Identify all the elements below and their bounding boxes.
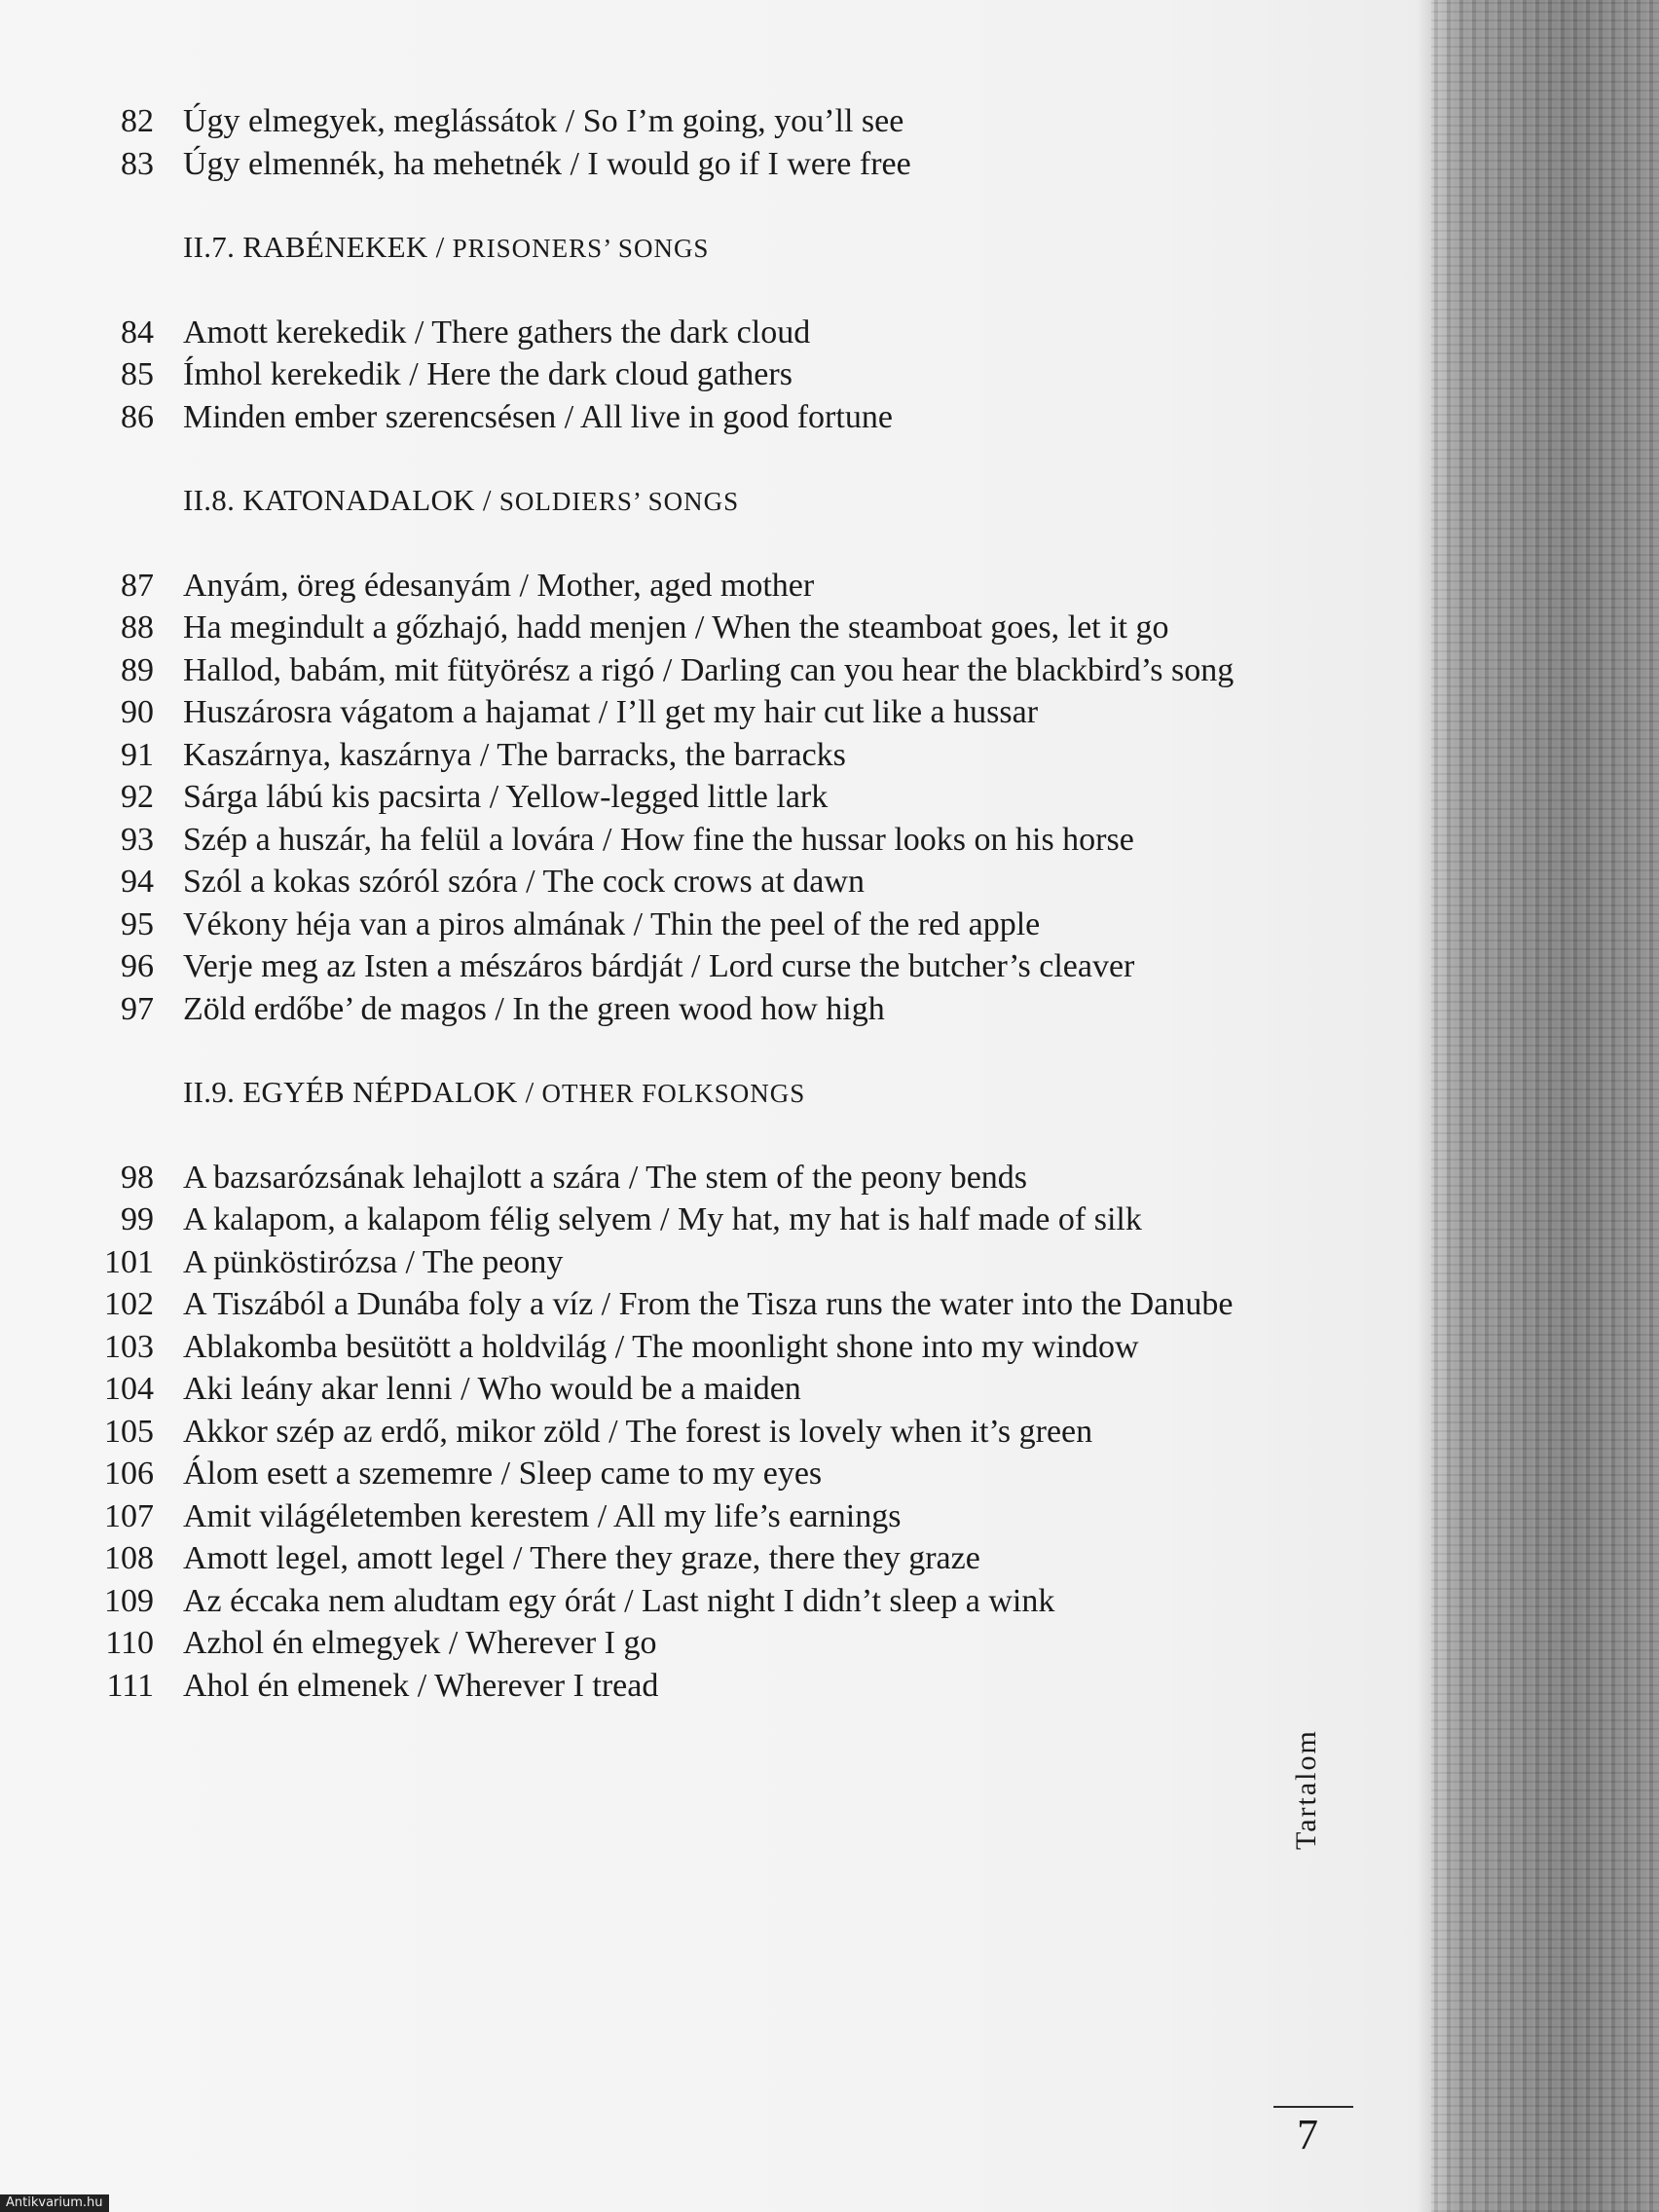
toc-entry bbox=[97, 1411, 1266, 1454]
entry-title: Vékony héja van a piros almának / Thin the peel of the red apple bbox=[183, 905, 1041, 942]
toc-entry bbox=[97, 1537, 1266, 1580]
toc-entry bbox=[97, 1326, 1266, 1369]
entry-number: 84 bbox=[121, 313, 154, 350]
entry-number: 111 bbox=[106, 1667, 154, 1704]
entry-number: 103 bbox=[104, 1328, 154, 1365]
entry-number: 91 bbox=[121, 736, 154, 773]
entry-number: 93 bbox=[121, 821, 154, 858]
entry-number: 99 bbox=[121, 1201, 154, 1237]
entry-number: 92 bbox=[121, 779, 154, 815]
entry-title: Verje meg az Isten a mészáros bárdját / Lord curse the butcher’s cleaver bbox=[183, 948, 1135, 984]
entry-number: 108 bbox=[104, 1540, 154, 1576]
toc-entry bbox=[97, 819, 1266, 862]
toc-entry bbox=[97, 776, 1266, 819]
entry-title: Aki leány akar lenni / Who would be a maiden bbox=[183, 1371, 801, 1407]
entry-number: 98 bbox=[121, 1159, 154, 1196]
entry-number: 89 bbox=[121, 651, 154, 688]
toc-entry bbox=[97, 945, 1266, 988]
toc-entry bbox=[97, 691, 1266, 734]
entry-title: Minden ember szerencsésen / All live in good fortune bbox=[183, 398, 893, 435]
toc-entry bbox=[97, 607, 1266, 649]
entry-number: 83 bbox=[121, 145, 154, 182]
toc-entry bbox=[97, 1368, 1266, 1411]
toc-entry bbox=[97, 1453, 1266, 1495]
toc-entry bbox=[97, 861, 1266, 903]
toc-entry bbox=[97, 1580, 1266, 1623]
toc-entry bbox=[97, 353, 1266, 396]
entry-title: Amit világéletemben kerestem / All my life’s earnings bbox=[183, 1497, 902, 1534]
toc-entry bbox=[97, 1198, 1266, 1241]
section-heading-hu: II.9. EGYÉB NÉPDALOK / bbox=[183, 1075, 535, 1109]
entry-title: Úgy elmennék, ha mehetnék / I would go if I were free bbox=[183, 145, 911, 182]
entry-number: 109 bbox=[104, 1582, 154, 1619]
entry-number: 107 bbox=[104, 1497, 154, 1534]
section-heading bbox=[97, 1071, 1266, 1116]
entry-number: 97 bbox=[121, 990, 154, 1027]
toc-entry bbox=[97, 100, 1266, 143]
section-heading-en: SOLDIERS’ SONGS bbox=[498, 487, 740, 516]
table-of-contents bbox=[97, 100, 1266, 1707]
toc-entry bbox=[97, 312, 1266, 354]
entry-title: Hallod, babám, mit fütyörész a rigó / Darling can you hear the blackbird’s song bbox=[183, 651, 1235, 688]
entry-title: Amott legel, amott legel / There they graze, there they graze bbox=[183, 1540, 980, 1576]
toc-entry bbox=[97, 734, 1266, 777]
entry-title: Sárga lábú kis pacsirta / Yellow-legged little lark bbox=[183, 779, 829, 815]
entry-number: 110 bbox=[105, 1625, 154, 1661]
entry-title: Ha megindult a gőzhajó, hadd menjen / When the steamboat goes, let it go bbox=[183, 609, 1169, 645]
toc-entry bbox=[97, 649, 1266, 692]
entry-number: 90 bbox=[121, 694, 154, 730]
section-heading-en: PRISONERS’ SONGS bbox=[452, 234, 710, 263]
toc-entry bbox=[97, 396, 1266, 439]
entry-number: 105 bbox=[104, 1413, 154, 1450]
toc-entry bbox=[97, 1495, 1266, 1538]
entry-number: 86 bbox=[121, 398, 154, 435]
toc-entry bbox=[97, 1665, 1266, 1708]
toc-entry bbox=[97, 565, 1266, 608]
entry-title: Azhol én elmegyek / Wherever I go bbox=[183, 1625, 657, 1661]
section-heading bbox=[97, 479, 1266, 524]
entry-number: 87 bbox=[121, 567, 154, 604]
entry-title: Úgy elmegyek, meglássátok / So I’m going, you’ll see bbox=[183, 103, 904, 139]
entry-title: Az éccaka nem aludtam egy órát / Last night I didn’t sleep a wink bbox=[183, 1582, 1055, 1619]
watermark: Antikvarium.hu bbox=[0, 2194, 109, 2212]
entry-title: A kalapom, a kalapom félig selyem / My hat, my hat is half made of silk bbox=[183, 1201, 1142, 1237]
entry-title: Ímhol kerekedik / Here the dark cloud gathers bbox=[183, 356, 793, 392]
entry-number: 101 bbox=[104, 1243, 154, 1280]
section-heading bbox=[97, 226, 1266, 271]
entry-title: Huszárosra vágatom a hajamat / I’ll get my hair cut like a hussar bbox=[183, 694, 1039, 730]
running-head: Tartalom bbox=[1290, 1729, 1322, 1850]
entry-title: A pünköstirózsa / The peony bbox=[183, 1243, 564, 1280]
section-heading-hu: II.8. KATONADALOK / bbox=[183, 483, 492, 517]
entry-title: Álom esett a szememre / Sleep came to my eyes bbox=[183, 1456, 823, 1492]
entry-title: A bazsarózsának lehajlott a szára / The stem of the peony bends bbox=[183, 1159, 1028, 1196]
entry-number: 95 bbox=[121, 905, 154, 942]
entry-title: Kaszárnya, kaszárnya / The barracks, the barracks bbox=[183, 736, 846, 773]
background-surface bbox=[1431, 0, 1659, 2212]
entry-title: Zöld erdőbe’ de magos / In the green wood how high bbox=[183, 990, 885, 1027]
entry-title: A Tiszából a Dunába foly a víz / From the Tisza runs the water into the Danube bbox=[183, 1286, 1234, 1322]
footer-divider bbox=[1273, 2106, 1353, 2108]
section-heading-en: OTHER FOLKSONGS bbox=[541, 1079, 806, 1108]
entry-title: Amott kerekedik / There gathers the dark cloud bbox=[183, 313, 811, 350]
entry-number: 94 bbox=[121, 864, 154, 900]
entry-number: 88 bbox=[121, 609, 154, 645]
entry-number: 104 bbox=[104, 1371, 154, 1407]
toc-entry bbox=[97, 1157, 1266, 1199]
toc-entry bbox=[97, 1283, 1266, 1326]
toc-entry bbox=[97, 903, 1266, 946]
page-number: 7 bbox=[1297, 2111, 1318, 2158]
entry-number: 106 bbox=[104, 1456, 154, 1492]
section-heading-hu: II.7. RABÉNEKEK / bbox=[183, 230, 445, 264]
entry-title: Anyám, öreg édesanyám / Mother, aged mother bbox=[183, 567, 815, 604]
toc-entry bbox=[97, 988, 1266, 1031]
toc-entry bbox=[97, 1622, 1266, 1665]
entry-title: Ablakomba besütött a holdvilág / The moonlight shone into my window bbox=[183, 1328, 1139, 1365]
entry-number: 82 bbox=[121, 103, 154, 139]
toc-entry bbox=[97, 143, 1266, 186]
entry-number: 96 bbox=[121, 948, 154, 984]
entry-title: Akkor szép az erdő, mikor zöld / The forest is lovely when it’s green bbox=[183, 1413, 1093, 1450]
entry-number: 102 bbox=[104, 1286, 154, 1322]
entry-number: 85 bbox=[121, 356, 154, 392]
toc-entry bbox=[97, 1241, 1266, 1284]
entry-title: Szép a huszár, ha felül a lovára / How fine the hussar looks on his horse bbox=[183, 821, 1134, 858]
entry-title: Szól a kokas szóról szóra / The cock crows at dawn bbox=[183, 864, 865, 900]
entry-title: Ahol én elmenek / Wherever I tread bbox=[183, 1667, 659, 1704]
